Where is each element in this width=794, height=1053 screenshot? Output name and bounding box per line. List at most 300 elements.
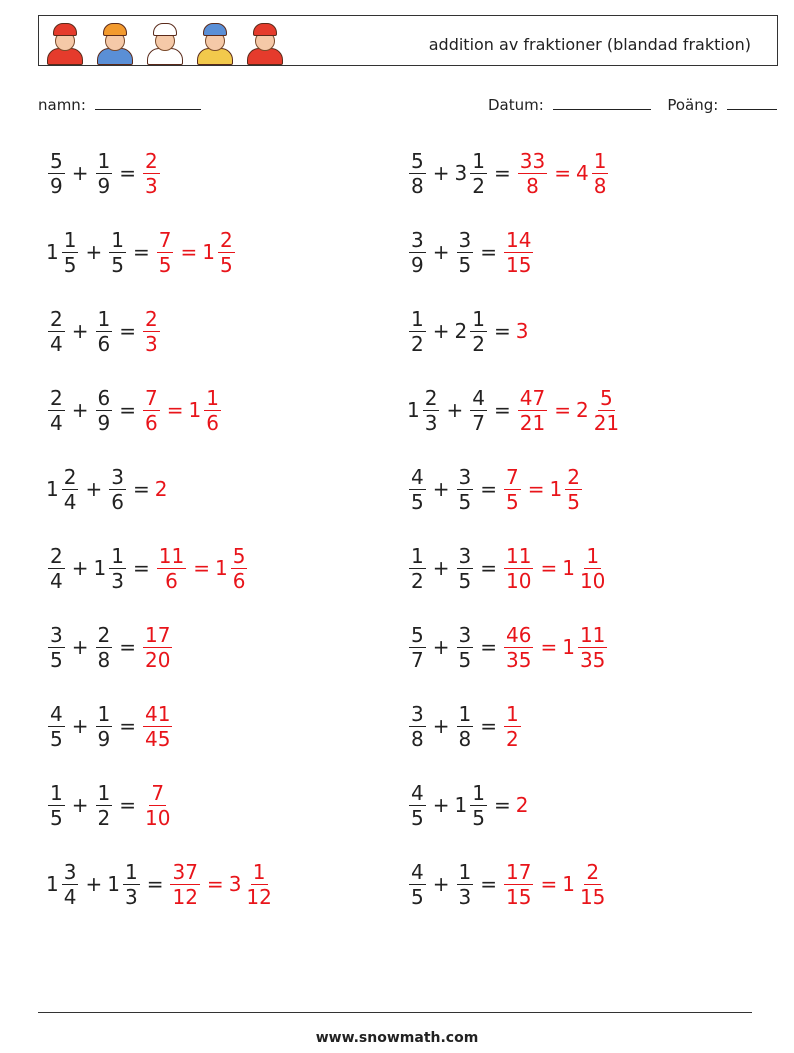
denominator: 2 <box>506 726 519 751</box>
denominator: 35 <box>506 647 532 672</box>
fraction-term <box>46 386 67 435</box>
date-score-field <box>488 95 777 114</box>
problem-19 <box>46 853 276 915</box>
denominator: 3 <box>458 884 472 909</box>
equals-sign: = <box>480 240 497 264</box>
fraction-term <box>46 149 67 198</box>
equals-sign: = <box>493 793 511 817</box>
plus-sign: + <box>432 161 450 185</box>
denominator: 10 <box>579 568 606 593</box>
problem-8 <box>407 379 623 441</box>
answer-value <box>562 623 609 672</box>
fraction-term <box>94 702 115 751</box>
fraction-term <box>107 860 141 909</box>
equals-sign: = <box>119 161 136 185</box>
equals-sign: = <box>480 714 497 738</box>
plus-sign: + <box>446 398 464 422</box>
numerator: 1 <box>411 543 424 568</box>
denominator: 12 <box>172 884 198 909</box>
fraction <box>578 860 607 909</box>
avatar-firefighter-icon <box>244 21 284 63</box>
fraction <box>62 860 79 909</box>
denominator: 6 <box>206 410 219 435</box>
fraction-term <box>455 228 476 277</box>
answer-value <box>155 477 169 501</box>
numerator: 11 <box>158 543 185 568</box>
whole-part: 1 <box>562 872 575 896</box>
denominator: 5 <box>111 252 124 277</box>
denominator: 20 <box>145 647 171 672</box>
plus-sign: + <box>71 793 89 817</box>
avatar-row <box>44 21 284 63</box>
denominator: 15 <box>506 884 532 909</box>
numerator: 1 <box>97 306 111 331</box>
denominator: 7 <box>472 410 485 435</box>
denominator: 3 <box>424 410 438 435</box>
numerator: 3 <box>458 543 472 568</box>
numerator: 17 <box>506 859 532 884</box>
fraction <box>204 386 221 435</box>
whole-part: 2 <box>575 398 589 422</box>
numerator: 1 <box>97 701 111 726</box>
name-label: namn: <box>38 96 86 114</box>
denominator: 5 <box>458 568 472 593</box>
equals-sign: = <box>554 398 571 422</box>
numerator: 11 <box>579 622 606 647</box>
equals-sign: = <box>480 635 497 659</box>
problem-13 <box>46 616 174 678</box>
fraction-term <box>94 386 115 435</box>
whole-part: 2 <box>515 793 529 817</box>
fraction <box>504 544 533 593</box>
denominator: 35 <box>579 647 606 672</box>
fraction-term <box>455 149 489 198</box>
problem-2 <box>407 142 610 204</box>
denominator: 45 <box>145 726 171 751</box>
fraction <box>457 860 474 909</box>
fraction <box>123 860 140 909</box>
problem-16 <box>407 695 523 757</box>
denominator: 3 <box>111 568 124 593</box>
fraction <box>48 781 65 830</box>
fraction-term <box>46 465 80 514</box>
denominator: 5 <box>506 489 519 514</box>
equals-sign: = <box>206 872 224 896</box>
fraction <box>96 702 113 751</box>
denominator: 21 <box>593 410 620 435</box>
answer-value <box>516 149 549 198</box>
answer-value <box>502 860 535 909</box>
fraction-term <box>455 702 476 751</box>
fraction <box>62 228 79 277</box>
whole-part: 1 <box>562 556 575 580</box>
avatar-red-hat-icon <box>44 21 84 63</box>
whole-part: 1 <box>46 872 59 896</box>
fraction-term <box>407 623 428 672</box>
plus-sign: + <box>432 556 450 580</box>
whole-part: 1 <box>202 240 215 264</box>
fraction-term <box>468 386 489 435</box>
equals-sign: = <box>119 714 136 738</box>
fraction-term <box>407 386 441 435</box>
numerator: 7 <box>158 227 172 252</box>
fraction <box>578 544 607 593</box>
numerator: 1 <box>111 543 124 568</box>
fraction <box>470 149 487 198</box>
whole-part: 1 <box>188 398 202 422</box>
fraction <box>244 860 273 909</box>
denominator: 6 <box>165 568 178 593</box>
problem-15 <box>46 695 174 757</box>
problem-11 <box>46 537 249 599</box>
fraction <box>457 702 474 751</box>
numerator: 11 <box>506 543 532 568</box>
whole-part: 3 <box>515 319 529 343</box>
numerator: 1 <box>206 385 219 410</box>
denominator: 9 <box>97 726 111 751</box>
whole-part: 3 <box>228 872 242 896</box>
whole-part: 1 <box>107 872 120 896</box>
denominator: 6 <box>97 331 111 356</box>
numerator: 2 <box>145 148 158 173</box>
plus-sign: + <box>71 161 89 185</box>
answer-value <box>502 544 535 593</box>
plus-sign: + <box>432 635 450 659</box>
numerator: 1 <box>458 701 472 726</box>
fraction <box>470 386 487 435</box>
numerator: 1 <box>593 148 607 173</box>
equals-sign: = <box>493 398 511 422</box>
fraction-term <box>455 860 476 909</box>
fraction-term <box>407 860 428 909</box>
fraction <box>143 307 160 356</box>
numerator: 4 <box>50 701 63 726</box>
avatar-worker-orange-icon <box>94 21 134 63</box>
answer-value <box>516 793 530 817</box>
equals-sign: = <box>193 556 210 580</box>
numerator: 2 <box>50 543 63 568</box>
problem-18 <box>407 774 529 836</box>
answer-value <box>576 386 623 435</box>
fraction-term <box>46 781 67 830</box>
answer-value <box>502 702 523 751</box>
fraction <box>423 386 440 435</box>
fraction <box>62 465 79 514</box>
score-label: Poäng: <box>667 96 719 114</box>
fraction-term <box>46 544 67 593</box>
fraction-term <box>46 228 80 277</box>
problem-14 <box>407 616 609 678</box>
answer-value <box>576 149 610 198</box>
denominator: 2 <box>472 331 485 356</box>
numerator: 1 <box>252 859 266 884</box>
denominator: 6 <box>232 568 246 593</box>
plus-sign: + <box>71 635 89 659</box>
fraction-term <box>455 623 476 672</box>
denominator: 4 <box>63 489 77 514</box>
fraction <box>109 465 126 514</box>
denominator: 9 <box>97 410 111 435</box>
answer-value <box>141 781 174 830</box>
problem-4 <box>407 221 535 283</box>
numerator: 3 <box>50 622 63 647</box>
answer-value <box>141 149 162 198</box>
denominator: 7 <box>411 647 424 672</box>
fraction <box>470 781 487 830</box>
numerator: 5 <box>600 385 613 410</box>
numerator: 5 <box>232 543 246 568</box>
fraction <box>409 623 426 672</box>
numerator: 7 <box>506 464 519 489</box>
equals-sign: = <box>119 793 136 817</box>
fraction <box>48 702 65 751</box>
fraction <box>143 702 172 751</box>
fraction <box>218 228 235 277</box>
problem-7 <box>46 379 223 441</box>
denominator: 5 <box>567 489 580 514</box>
fraction-term <box>46 307 67 356</box>
denominator: 2 <box>411 331 424 356</box>
denominator: 4 <box>50 568 63 593</box>
problem-10 <box>407 458 584 520</box>
plus-sign: + <box>71 398 89 422</box>
denominator: 5 <box>50 647 63 672</box>
equals-sign: = <box>119 398 136 422</box>
plus-sign: + <box>432 319 450 343</box>
denominator: 5 <box>458 489 472 514</box>
numerator: 47 <box>519 385 546 410</box>
problem-1 <box>46 142 162 204</box>
answer-value <box>516 386 549 435</box>
whole-part: 1 <box>214 556 228 580</box>
denominator: 8 <box>458 726 472 751</box>
denominator: 8 <box>97 647 111 672</box>
name-field <box>38 95 201 114</box>
fraction-term <box>46 702 67 751</box>
equals-sign: = <box>132 477 150 501</box>
avatar-chef-icon <box>144 21 184 63</box>
fraction-term <box>407 149 428 198</box>
numerator: 5 <box>50 148 63 173</box>
date-line <box>553 95 651 110</box>
numerator: 37 <box>172 859 198 884</box>
denominator: 3 <box>145 331 158 356</box>
numerator: 1 <box>458 859 472 884</box>
numerator: 2 <box>219 227 233 252</box>
problem-12 <box>407 537 609 599</box>
numerator: 6 <box>97 385 111 410</box>
answer-value <box>229 860 276 909</box>
fraction <box>157 228 174 277</box>
numerator: 5 <box>411 622 424 647</box>
whole-part: 2 <box>454 319 468 343</box>
numerator: 2 <box>145 306 158 331</box>
fraction <box>457 228 474 277</box>
whole-part: 1 <box>93 556 107 580</box>
equals-sign: = <box>493 161 511 185</box>
whole-part: 2 <box>154 477 168 501</box>
fraction <box>170 860 199 909</box>
answer-value <box>202 228 236 277</box>
plus-sign: + <box>85 872 103 896</box>
denominator: 21 <box>519 410 546 435</box>
fraction <box>96 781 113 830</box>
numerator: 1 <box>124 859 138 884</box>
answer-value <box>550 465 584 514</box>
fraction <box>409 860 426 909</box>
fraction <box>109 544 126 593</box>
numerator: 1 <box>63 227 77 252</box>
equals-sign: = <box>480 477 497 501</box>
plus-sign: + <box>432 477 450 501</box>
denominator: 2 <box>411 568 424 593</box>
denominator: 5 <box>50 726 63 751</box>
denominator: 5 <box>458 647 472 672</box>
fraction-term <box>94 781 115 830</box>
fraction-term <box>455 465 476 514</box>
footer-url: www.snowmath.com <box>315 1030 479 1046</box>
header-box <box>38 15 778 66</box>
numerator: 41 <box>145 701 171 726</box>
fraction <box>409 781 426 830</box>
denominator: 3 <box>124 884 138 909</box>
fraction-term <box>94 544 128 593</box>
equals-sign: = <box>132 240 150 264</box>
numerator: 2 <box>424 385 438 410</box>
numerator: 2 <box>50 306 63 331</box>
fraction <box>457 544 474 593</box>
fraction-term <box>94 149 115 198</box>
numerator: 2 <box>50 385 63 410</box>
fraction-term <box>407 465 428 514</box>
answer-value <box>141 386 162 435</box>
problem-17 <box>46 774 174 836</box>
equals-sign: = <box>554 161 571 185</box>
whole-part: 1 <box>454 793 468 817</box>
whole-part: 4 <box>575 161 589 185</box>
numerator: 3 <box>458 227 472 252</box>
fraction <box>578 623 607 672</box>
plus-sign: + <box>85 240 103 264</box>
equals-sign: = <box>493 319 511 343</box>
numerator: 1 <box>97 148 111 173</box>
numerator: 1 <box>472 780 485 805</box>
fraction <box>409 544 426 593</box>
fraction <box>504 702 521 751</box>
fraction-term <box>455 307 489 356</box>
denominator: 5 <box>219 252 233 277</box>
fraction <box>96 386 113 435</box>
denominator: 10 <box>506 568 532 593</box>
numerator: 33 <box>519 148 546 173</box>
problem-20 <box>407 853 609 915</box>
denominator: 6 <box>145 410 158 435</box>
fraction <box>592 386 621 435</box>
problem-6 <box>407 300 529 362</box>
fraction <box>518 149 547 198</box>
fraction <box>157 544 186 593</box>
numerator: 3 <box>458 464 472 489</box>
equals-sign: = <box>540 635 558 659</box>
fraction <box>565 465 582 514</box>
answer-value <box>502 623 535 672</box>
denominator: 8 <box>593 173 607 198</box>
denominator: 5 <box>50 805 63 830</box>
answer-value <box>168 860 201 909</box>
equals-sign: = <box>166 398 184 422</box>
denominator: 4 <box>50 410 63 435</box>
numerator: 14 <box>506 227 532 252</box>
avatar-blue-cap-icon <box>194 21 234 63</box>
denominator: 9 <box>411 252 424 277</box>
equals-sign: = <box>146 872 164 896</box>
answer-value <box>502 465 523 514</box>
fraction <box>48 307 65 356</box>
denominator: 8 <box>411 726 424 751</box>
numerator: 1 <box>506 701 519 726</box>
whole-part: 1 <box>562 635 575 659</box>
equals-sign: = <box>132 556 150 580</box>
plus-sign: + <box>85 477 103 501</box>
fraction <box>96 307 113 356</box>
plus-sign: + <box>432 240 450 264</box>
denominator: 10 <box>145 805 171 830</box>
whole-part: 1 <box>549 477 563 501</box>
fraction-term <box>107 228 128 277</box>
equals-sign: = <box>540 872 558 896</box>
denominator: 12 <box>246 884 272 909</box>
fraction-term <box>407 228 428 277</box>
fraction <box>409 228 426 277</box>
numerator: 1 <box>97 780 111 805</box>
denominator: 5 <box>458 252 472 277</box>
numerator: 3 <box>458 622 472 647</box>
fraction <box>231 544 248 593</box>
numerator: 1 <box>111 227 124 252</box>
plus-sign: + <box>432 872 450 896</box>
answer-value <box>141 623 174 672</box>
numerator: 46 <box>506 622 532 647</box>
fraction <box>48 386 65 435</box>
denominator: 6 <box>111 489 124 514</box>
fraction-term <box>94 307 115 356</box>
denominator: 15 <box>506 252 532 277</box>
denominator: 2 <box>472 173 485 198</box>
equals-sign: = <box>527 477 545 501</box>
numerator: 2 <box>586 859 600 884</box>
numerator: 1 <box>472 306 485 331</box>
fraction <box>48 623 65 672</box>
fraction <box>409 702 426 751</box>
denominator: 9 <box>97 173 111 198</box>
footer-divider <box>38 1012 752 1013</box>
denominator: 8 <box>526 173 539 198</box>
answer-value <box>562 860 609 909</box>
denominator: 8 <box>411 173 424 198</box>
answer-value <box>141 307 162 356</box>
fraction <box>504 465 521 514</box>
numerator: 3 <box>111 464 124 489</box>
fraction <box>143 781 172 830</box>
numerator: 4 <box>411 464 424 489</box>
fraction <box>109 228 126 277</box>
plus-sign: + <box>71 556 89 580</box>
fraction <box>504 228 533 277</box>
fraction-term <box>407 702 428 751</box>
numerator: 3 <box>411 227 424 252</box>
numerator: 2 <box>97 622 111 647</box>
whole-part: 1 <box>46 240 59 264</box>
